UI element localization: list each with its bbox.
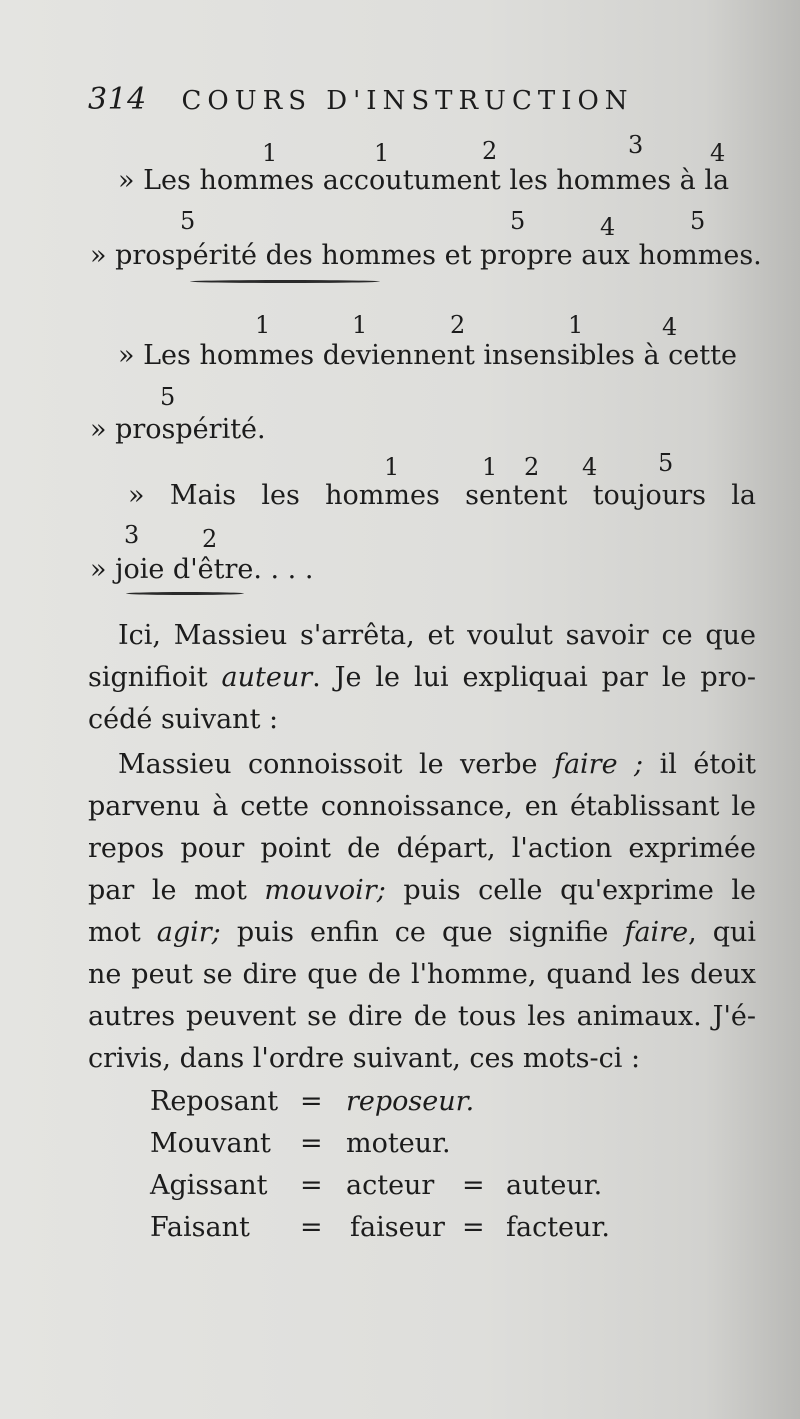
list-value: reposeur. [346, 1086, 475, 1117]
running-title: COURS D'INSTRUCTION [181, 86, 634, 116]
word-index: 4 [582, 453, 598, 481]
equals-sign: = [300, 1086, 323, 1117]
verse-line: » joie d'être. . . . [90, 554, 314, 585]
underline-mark [190, 280, 380, 283]
paragraph-line [88, 615, 756, 657]
word-index: 1 [352, 311, 368, 339]
list-term: Faisant [150, 1212, 250, 1243]
italic-word: faire [624, 917, 689, 948]
italic-word: auteur [221, 662, 313, 693]
word-index: 3 [628, 131, 644, 159]
paragraph-text: signifioit [88, 662, 222, 693]
word-index: 4 [710, 139, 726, 167]
paragraph-text: puis celle qu'exprime le [385, 875, 756, 906]
word-index: 1 [262, 139, 278, 167]
word-index: 5 [180, 207, 196, 235]
equals-sign: = [300, 1170, 323, 1201]
word-index: 2 [450, 311, 466, 339]
verse-line-text: » Mais les hommes sentent toujours la [128, 480, 756, 511]
page-number: 314 [88, 82, 147, 117]
paragraph-line [88, 912, 756, 954]
list-term: Mouvant [150, 1128, 271, 1159]
word-index: 1 [482, 453, 498, 481]
paragraph-line: cédé suivant : [88, 704, 279, 735]
list-value: faiseur [350, 1212, 445, 1243]
underline-mark [126, 592, 244, 595]
italic-word: mouvoir; [264, 875, 386, 906]
equals-sign: = [300, 1212, 323, 1243]
paragraph-line [88, 744, 756, 786]
equals-sign: = [300, 1128, 323, 1159]
word-index: 1 [384, 453, 400, 481]
paragraph-text: , qui [688, 917, 757, 948]
paragraph-line: autres peuvent se dire de tous les animaux. J'é- [88, 1001, 756, 1032]
word-index: 4 [662, 313, 678, 341]
paragraph-line [88, 870, 756, 912]
word-index: 5 [658, 449, 674, 477]
word-index: 1 [568, 311, 584, 339]
paragraph-text: Massieu connoissoit le verbe [118, 749, 554, 780]
verse-line: » prospérité. [90, 414, 266, 445]
paragraph-line [88, 657, 756, 699]
paragraph-line: crivis, dans l'ordre suivant, ces mots-ci : [88, 1043, 641, 1074]
word-index: 5 [690, 207, 706, 235]
word-index: 5 [510, 207, 526, 235]
word-index: 2 [482, 137, 498, 165]
verse-line: » Les hommes accoutument les hommes à la [118, 165, 730, 196]
word-index: 3 [124, 521, 140, 549]
list-term: Reposant [150, 1086, 279, 1117]
paragraph-text: il étoit [643, 749, 756, 780]
verse-line: » Les hommes deviennent insensibles à cette [118, 340, 737, 371]
list-value: auteur. [506, 1170, 603, 1201]
list-term: Agissant [150, 1170, 268, 1201]
page-header [88, 82, 634, 117]
equals-sign: = [462, 1212, 485, 1243]
equals-sign: = [462, 1170, 485, 1201]
paragraph-text: Ici, Massieu s'arrêta, et voulut savoir ce que [118, 620, 756, 651]
paragraph-text: puis enfin ce que signifie [220, 917, 625, 948]
word-index: 1 [374, 139, 390, 167]
word-index: 1 [255, 311, 271, 339]
list-value: acteur [346, 1170, 435, 1201]
italic-word: faire ; [553, 749, 644, 780]
paragraph-line: parvenu à cette connoissance, en établissant le [88, 791, 756, 822]
paragraph-line: ne peut se dire que de l'homme, quand les deux [88, 959, 756, 990]
verse-line [128, 480, 756, 512]
paragraph-text: par le mot [88, 875, 265, 906]
paragraph-text: mot [88, 917, 157, 948]
verse-line: » prospérité des hommes et propre aux hommes. [90, 240, 762, 271]
paragraph-text: . Je le lui expliquai par le pro- [312, 662, 756, 693]
paragraph-line: repos pour point de départ, l'action exprimée [88, 833, 756, 864]
list-value: facteur. [506, 1212, 610, 1243]
word-index: 4 [600, 213, 616, 241]
italic-word: agir; [156, 917, 221, 948]
list-value: moteur. [346, 1128, 451, 1159]
word-index: 2 [524, 453, 540, 481]
word-index: 5 [160, 383, 176, 411]
word-index: 2 [202, 525, 218, 553]
